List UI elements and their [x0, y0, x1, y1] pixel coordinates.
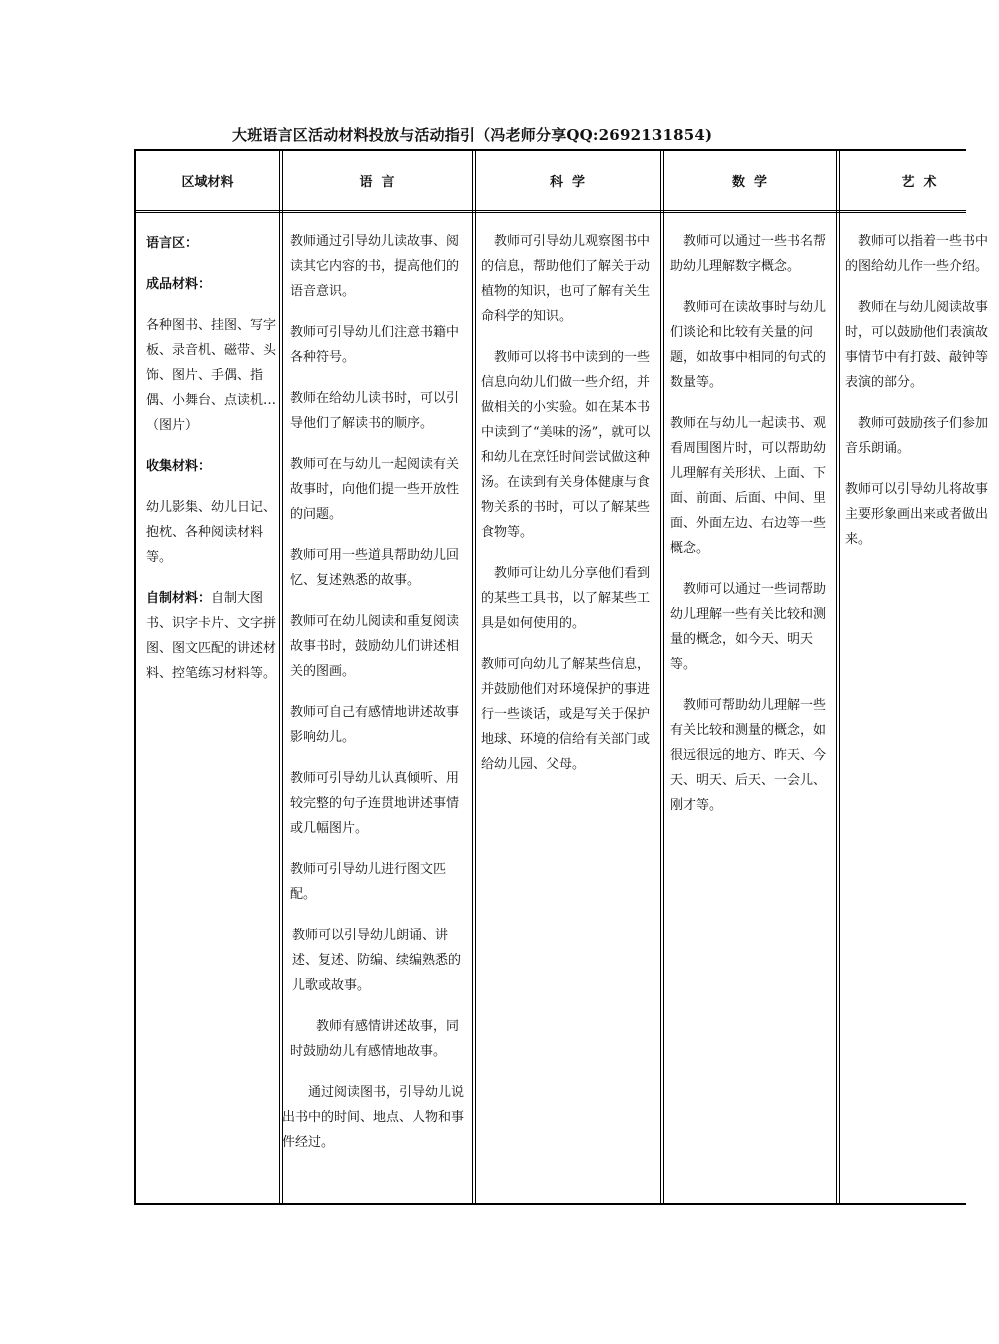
math-item: 教师可在读故事时与幼儿们谈论和比较有关量的问题，如故事中相同的句式的数量等。 [670, 300, 827, 390]
column-divider [279, 151, 283, 1203]
language-item: 教师有感情讲述故事，同时鼓励幼儿有感情地故事。 [290, 1019, 460, 1059]
language-item: 教师可在幼儿阅读和重复阅读故事书时，鼓励幼儿们讲述相关的图画。 [290, 614, 460, 679]
header-divider-inner [136, 212, 966, 213]
column-divider [660, 151, 664, 1203]
header-science: 科 学 [549, 175, 586, 190]
math-item: 教师可以通过一些书名帮助幼儿理解数字概念。 [670, 234, 827, 274]
header-language: 语 言 [359, 175, 395, 190]
language-item: 通过阅读图书，引导幼儿说出书中的时间、地点、人物和事件经过。 [282, 1085, 465, 1150]
homemade-materials-text: 自制大图书、识字卡片、文字拼图、图文匹配的讲述材料、控笔练习材料等。 [146, 591, 277, 681]
math-cell [670, 229, 832, 834]
zone-label: 语言区： [146, 236, 199, 251]
column-divider [472, 151, 476, 1203]
finished-materials-text: 各种图书、挂图、写字板、录音机、磁带、头饰、图片、手偶、指偶、小舞台、点读机…（图片） [146, 318, 277, 433]
art-item: 教师可以引导幼儿将故事主要形象画出来或者做出来。 [845, 482, 989, 547]
language-item: 教师可用一些道具帮助幼儿回忆、复述熟悉的故事。 [290, 548, 460, 588]
science-item: 教师可以将书中读到的一些信息向幼儿们做一些介绍，并做相关的小实验。如在某本书中读到了“美味的汤”，就可以和幼儿在烹饪时间尝试做这种汤。在读到有关身体健康与食物关系的书时，可以了解某些食物等。 [481, 350, 651, 540]
art-cell [845, 229, 995, 568]
language-item: 教师在给幼儿读书时，可以引导他们了解读书的顺序。 [290, 391, 460, 431]
collected-materials-text: 幼儿影集、幼儿日记、抱枕、各种阅读材料等。 [146, 500, 277, 565]
science-item: 教师可引导幼儿观察图书中的信息，帮助他们了解关于动植物的知识，也可了解有关生命科学的知识。 [481, 234, 651, 324]
language-item: 教师可自己有感情地讲述故事影响幼儿。 [290, 705, 460, 745]
science-cell [481, 229, 657, 793]
column-divider [836, 151, 840, 1203]
science-item: 教师可让幼儿分享他们看到的某些工具书，以了解某些工具是如何使用的。 [481, 566, 651, 631]
collected-materials-label: 收集材料： [146, 459, 212, 474]
homemade-materials-label: 自制材料： [146, 591, 212, 606]
math-item: 教师可以通过一些词帮助幼儿理解一些有关比较和测量的概念，如今天、明天等。 [670, 582, 827, 672]
header-art: 艺 术 [901, 175, 937, 190]
header-divider [136, 210, 966, 211]
art-item: 教师可以指着一些书中的图给幼儿作一些介绍。 [845, 234, 989, 274]
language-item: 教师通过引导幼儿读故事、阅读其它内容的书，提高他们的语音意识。 [290, 234, 460, 299]
language-item: 教师可在与幼儿一起阅读有关故事时，向他们提一些开放性的问题。 [290, 457, 460, 522]
science-item: 教师可向幼儿了解某些信息，并鼓励他们对环境保护的事进行一些谈话，或是写关于保护地球、环境的信给有关部门或给幼儿园、父母。 [481, 657, 651, 772]
header-math: 数 学 [731, 175, 768, 190]
language-item: 教师可引导幼儿认真倾听、用较完整的句子连贯地讲述事情或几幅图片。 [290, 771, 460, 836]
activity-table [134, 149, 989, 1205]
language-item: 教师可引导幼儿进行图文匹配。 [290, 862, 447, 902]
math-item: 教师可帮助幼儿理解一些有关比较和测量的概念，如很远很远的地方、昨天、今天、明天、后天、一会儿、刚才等。 [670, 698, 827, 813]
art-item: 教师在与幼儿阅读故事时，可以鼓励他们表演故事情节中有打鼓、敲钟等表演的部分。 [845, 300, 989, 390]
document-title: 大班语言区活动材料投放与活动指引（冯老师分享QQ:2692131854) [232, 126, 713, 144]
art-item: 教师可鼓励孩子们参加音乐朗诵。 [845, 416, 989, 456]
language-item: 教师可引导幼儿们注意书籍中各种符号。 [290, 325, 460, 365]
language-item: 教师可以引导幼儿朗诵、讲述、复述、防编、续编熟悉的儿歌或故事。 [292, 928, 462, 993]
header-area: 区域材料 [181, 175, 234, 190]
homemade-materials-paragraph [146, 586, 276, 686]
language-cell [282, 229, 466, 1171]
area-materials-cell [146, 231, 276, 702]
math-item: 教师在与幼儿一起读书、观看周围图片时，可以帮助幼儿理解有关形状、上面、下面、前面、后面、中间、里面、外面左边、右边等一些概念。 [670, 416, 827, 556]
finished-materials-label: 成品材料： [146, 277, 212, 292]
